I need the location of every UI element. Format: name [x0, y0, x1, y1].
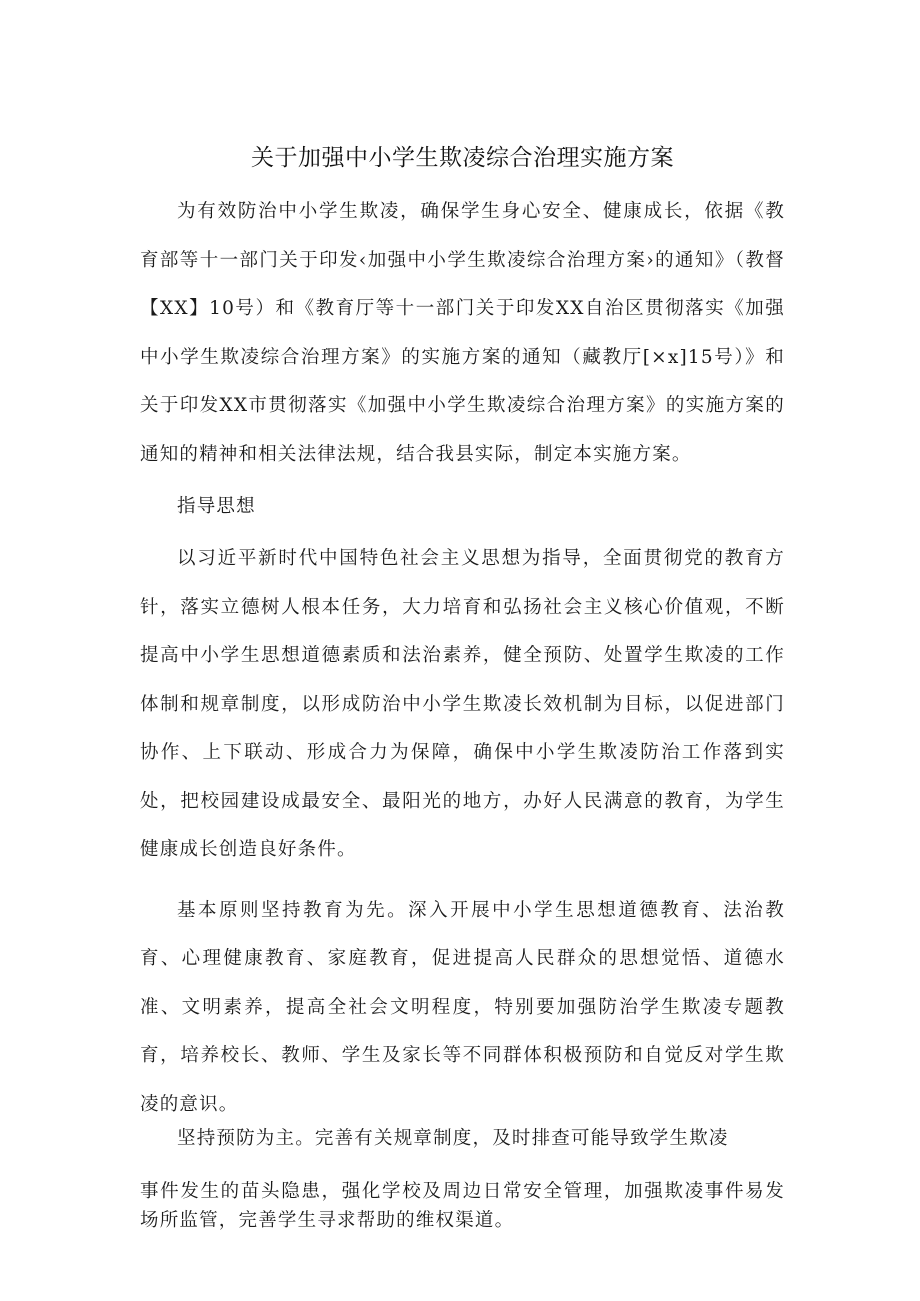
- document-body: [140, 140, 785, 1235]
- guiding-paragraph: 以习近平新时代中国特色社会主义思想为指导，全面贯彻党的教育方针，落实立德树人根本任务，大力培育和弘扬社会主义核心价值观，不断提高中小学生思想道德素质和法治素养，健全预防、处置学生欺凌的工作体制和规章制度，以形成防治中小学生欺凌长效机制为目标，以促进部门协作、上下联动、形成合力为保障，确保中小学生欺凌防治工作落到实处，把校园建设成最安全、最阳光的地方，办好人民满意的教育，为学生健康成长创造良好条件。: [140, 548, 785, 860]
- prevention-paragraph-continued: 事件发生的苗头隐患，强化学校及周边日常安全管理，加强欺凌事件易发场所监管，完善学生寻求帮助的维权渠道。: [140, 1181, 785, 1231]
- intro-paragraph: 为有效防治中小学生欺凌，确保学生身心安全、健康成长，依据《教育部等十一部门关于印发‹加强中小学生欺凌综合治理方案›的通知》（教督【XX】10号）和《教育厅等十一部门关于印发XX自治区贯彻落实《加强中小学生欺凌综合治理方案》的实施方案的通知（藏教厅[×x]15号）》和关于印发XX市贯彻落实《加强中小学生欺凌综合治理方案》的实施方案的通知的精神和相关法律法规，结合我县实际，制定本实施方案。: [140, 201, 785, 465]
- document-title: 关于加强中小学生欺凌综合治理实施方案: [251, 145, 674, 171]
- guiding-heading: 指导思想: [177, 496, 256, 517]
- basic-principles-paragraph: 基本原则坚持教育为先。深入开展中小学生思想道德教育、法治教育、心理健康教育、家庭教育，促进提高人民群众的思想觉悟、道德水准、文明素养，提高全社会文明程度，特别要加强防治学生欺凌专题教育，培养校长、教师、学生及家长等不同群体积极预防和自觉反对学生欺凌的意识。: [140, 899, 785, 1115]
- prevention-paragraph-line1: 坚持预防为主。完善有关规章制度，及时排查可能导致学生欺凌: [177, 1128, 729, 1149]
